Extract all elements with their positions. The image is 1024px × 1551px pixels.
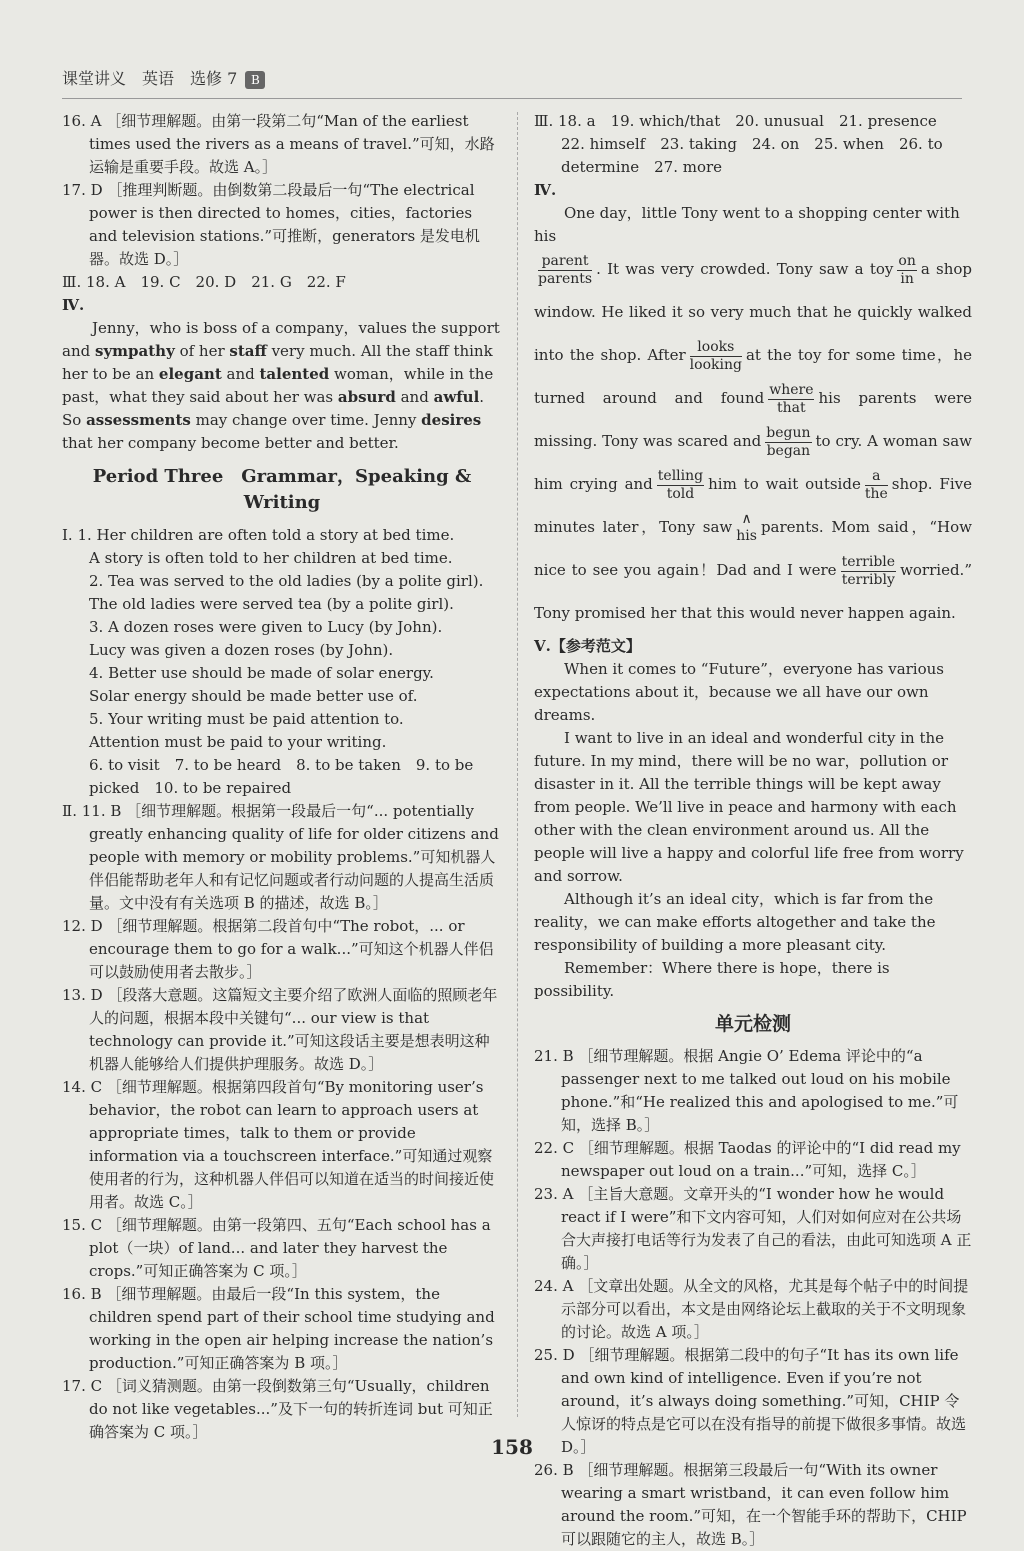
header-title: 课堂讲义 英语 选修 7 (62, 69, 238, 88)
essay-paragraph-4: Remember：Where there is hope，there is possibility. (534, 959, 890, 1000)
section-4-label: Ⅳ. (534, 181, 557, 199)
answer-25: 25. D ［细节理解题。根据第二段中的句子“It has its own life and own kind of intelligence. Even if you’re not around，it’s always doing something.”可知，CHIP 令人惊讶的特点是它可以在没有指导的前提下做很多事情。故选 D。］ (534, 1346, 967, 1456)
header-rule (62, 98, 962, 99)
keyword: elegant (158, 365, 222, 383)
answer-24: 24. A ［文章出处题。从全文的风格，尤其是每个帖子中的时间提示部分可以看出，本文是由网络论坛上截取的关于不文明现象的讨论。故选 A 项。］ (534, 1277, 969, 1341)
answer-17: 17. D ［推理判断题。由倒数第二段最后一句“The electrical power is then directed to homes，cities，factories and television stations.”可推断，generators 是发电机器。故选 D。］ (62, 181, 480, 268)
keyword: staff (229, 342, 267, 360)
grammar-2b: The old ladies were served tea (by a polite girl). (89, 595, 454, 613)
insertion-mark: ∧ his (736, 511, 757, 544)
grammar-3b: Lucy was given a dozen roses (by John). (89, 641, 394, 659)
keyword: absurd (337, 388, 396, 406)
answer-26: 26. B ［细节理解题。根据第三段最后一句“With its owner wearing a smart wristband，it can even follow him around the room.”可知，在一个智能手环的帮助下，CHIP 可以跟随它的主人，故选 B。］ (534, 1461, 967, 1548)
correction-mark: $\frac{\text{telling}}{\text{told}}$ (657, 467, 704, 502)
grammar-4a: 4. Better use should be made of solar energy. (89, 664, 434, 682)
correction-mark: $\frac{\text{parent}}{\text{parents}}$ (538, 252, 593, 287)
keyword: talented (259, 365, 330, 383)
essay-paragraph-3: Although it’s an ideal city，which is far from the reality，we can make efforts altogether and take the responsibility of building a more pleasant city. (534, 890, 936, 954)
correction-mark: $\frac{\text{looks}}{\text{looking}}$ (689, 338, 742, 373)
error-correction-passage: $\frac{\text{parent}}{\text{parents}}$ . It was very crowded. Tony saw a toy $\frac{on}{in}$ a shop window. He liked it so very much that he quickly walked into the shop. After $\frac{\text{looks}}{\text{looking}}$ at the toy for some time，he turned around and found $\frac{\text{where}}{\text{that}}$ his parents were missing. Tony was scared and $\frac{\text{begun}}{\text{began}}$ to cry. A woman saw him crying and $\frac{\text{telling}}{\text{told}}$ him to wait outside $\frac{a}{\text{the}}$ shop. Five minutes later，Tony saw ∧ his parents. Mom said，“How nice to see you again！Dad and I were $\frac{\text{terrible}}{\text{terribly}}$ worried.” Tony promised her that this would never happen again. (534, 252, 973, 622)
answer-22: 22. C ［细节理解题。根据 Taodas 的评论中的“I did read my newspaper out loud on a train...”可知，选择 C。］ (534, 1139, 961, 1180)
page-header (62, 66, 265, 89)
essay-paragraph-1: When it comes to “Future”，everyone has various expectations about it，because we all have our own dreams. (534, 660, 944, 724)
passage-jenny: Jenny，who is boss of a company，values the support and sympathy of her staff very much. All the staff think her to be an elegant and talented woman，while in the past，what they said about her was absurd and awful. So assessments may change over time. Jenny desires that her company become better and better. (62, 319, 500, 452)
grammar-1a: Ⅰ. 1. Her children are often told a story at bed time. (62, 526, 455, 544)
answer-17b: 17. C ［词义猜测题。由第一段倒数第三句“Usually，children do not like vegetables...”及下一句的转折连词 but 可知正确答案为 C 项。］ (62, 1377, 493, 1441)
answer-16: 16. A ［细节理解题。由第一段第二句“Man of the earliest times used the rivers as a means of travel.”可知，水路运输是重要手段。故选 A。］ (62, 112, 495, 176)
section-3-answers-a: Ⅲ. 18. a 19. which/that 20. unusual 21. presence (534, 112, 937, 130)
answer-12: 12. D ［细节理解题。根据第二段首句中“The robot，... or encourage them to go for a walk...”可知这个机器人伴侣可以鼓励使用者去散步。］ (62, 917, 494, 981)
answer-21: 21. B ［细节理解题。根据 Angie O’ Edema 评论中的“a passenger next to me talked out loud on his mobile phone.”和“He realized this and apologised to me.”可知，选择 B。］ (534, 1047, 959, 1134)
keyword: sympathy (95, 342, 175, 360)
error-correction-intro: One day，little Tony went to a shopping center with his (534, 204, 960, 245)
section-5-label: Ⅴ.【参考范文】 (534, 637, 641, 655)
grammar-4b: Solar energy should be made better use of. (89, 687, 418, 705)
answer-16b: 16. B ［细节理解题。由最后一段“In this system，the children spend part of their school time studying and working in the open air helping increase the nation’s production.”可知正确答案为 B 项。］ (62, 1285, 495, 1372)
grammar-5a: 5. Your writing must be paid attention to. (89, 710, 404, 728)
page-number: 158 (491, 1435, 533, 1459)
answer-23: 23. A ［主旨大意题。文章开头的“I wonder how he would react if I were”和下文内容可知，人们对如何应对在公共场合大声接打电话等行为发表了自己的看法，由此可知选项 A 正确。］ (534, 1185, 972, 1272)
grammar-6-10: 6. to visit 7. to be heard 8. to be taken 9. to be picked 10. to be repaired (89, 756, 474, 797)
right-column (534, 110, 972, 1551)
correction-mark: $\frac{on}{in}$ (898, 252, 916, 287)
answer-15: 15. C ［细节理解题。由第一段第四、五句“Each school has a plot（一块）of land... and later they harvest the crops.”可知正确答案为 C 项。］ (62, 1216, 491, 1280)
correction-mark: $\frac{\text{begun}}{\text{began}}$ (766, 424, 811, 459)
edition-badge: B (245, 71, 265, 89)
grammar-5b: Attention must be paid to your writing. (89, 733, 387, 751)
keyword: awful (433, 388, 480, 406)
column-divider (517, 112, 518, 1417)
correction-mark: $\frac{\text{terrible}}{\text{terribly}}$ (841, 553, 896, 588)
essay-paragraph-2: I want to live in an ideal and wonderful city in the future. In my mind，there will be no war，pollution or disaster in it. All the terrible things will be kept away from people. We’ll live in peace and harmony with each other with the clean environment around us. All the people will live a happy and colorful life free from worry and sorrow. (534, 729, 964, 885)
section-3-answers-b: 22. himself 23. taking 24. on 25. when 26. to determine 27. more (561, 135, 943, 176)
section-3-answers: Ⅲ. 18. A 19. C 20. D 21. G 22. F (62, 273, 346, 291)
grammar-2a: 2. Tea was served to the old ladies (by a polite girl). (89, 572, 484, 590)
keyword: assessments (86, 411, 191, 429)
grammar-3a: 3. A dozen roses were given to Lucy (by John). (89, 618, 443, 636)
correction-mark: $\frac{a}{\text{the}}$ (864, 467, 888, 502)
correction-mark: $\frac{\text{where}}{\text{that}}$ (769, 381, 814, 416)
grammar-1b: A story is often told to her children at bed time. (89, 549, 453, 567)
unit-test-title: 单元检测 (714, 1013, 791, 1035)
answer-11: Ⅱ. 11. B ［细节理解题。根据第一段最后一句“... potentially greatly enhancing quality of life for older citizens and people with memory or mobility problems.”可知机器人伴侣能帮助老年人和有记忆问题或者行动问题的人提高生活质量。文中没有有关选项 B 的描述，故选 B。］ (62, 802, 499, 912)
answer-14: 14. C ［细节理解题。根据第四段首句“By monitoring user’s behavior，the robot can learn to approach users at appropriate times，talk to them or provide information via a touchscreen interface.”可知通过观察使用者的行为，这种机器人伴侣可以知道在适当的时间接近使用者。故选 C。］ (62, 1078, 495, 1211)
period-title: Period Three Grammar，Speaking & Writing (92, 466, 472, 513)
keyword: desires (421, 411, 482, 429)
left-column (62, 110, 502, 1444)
answer-13: 13. D ［段落大意题。这篇短文主要介绍了欧洲人面临的照顾老年人的问题，根据本段中关键句“... our view is that technology can provide it.”可知这段话主要是想表明这种机器人能够给人们提供护理服务。故选 D。］ (62, 986, 498, 1073)
section-4-label: Ⅳ. (62, 296, 85, 314)
